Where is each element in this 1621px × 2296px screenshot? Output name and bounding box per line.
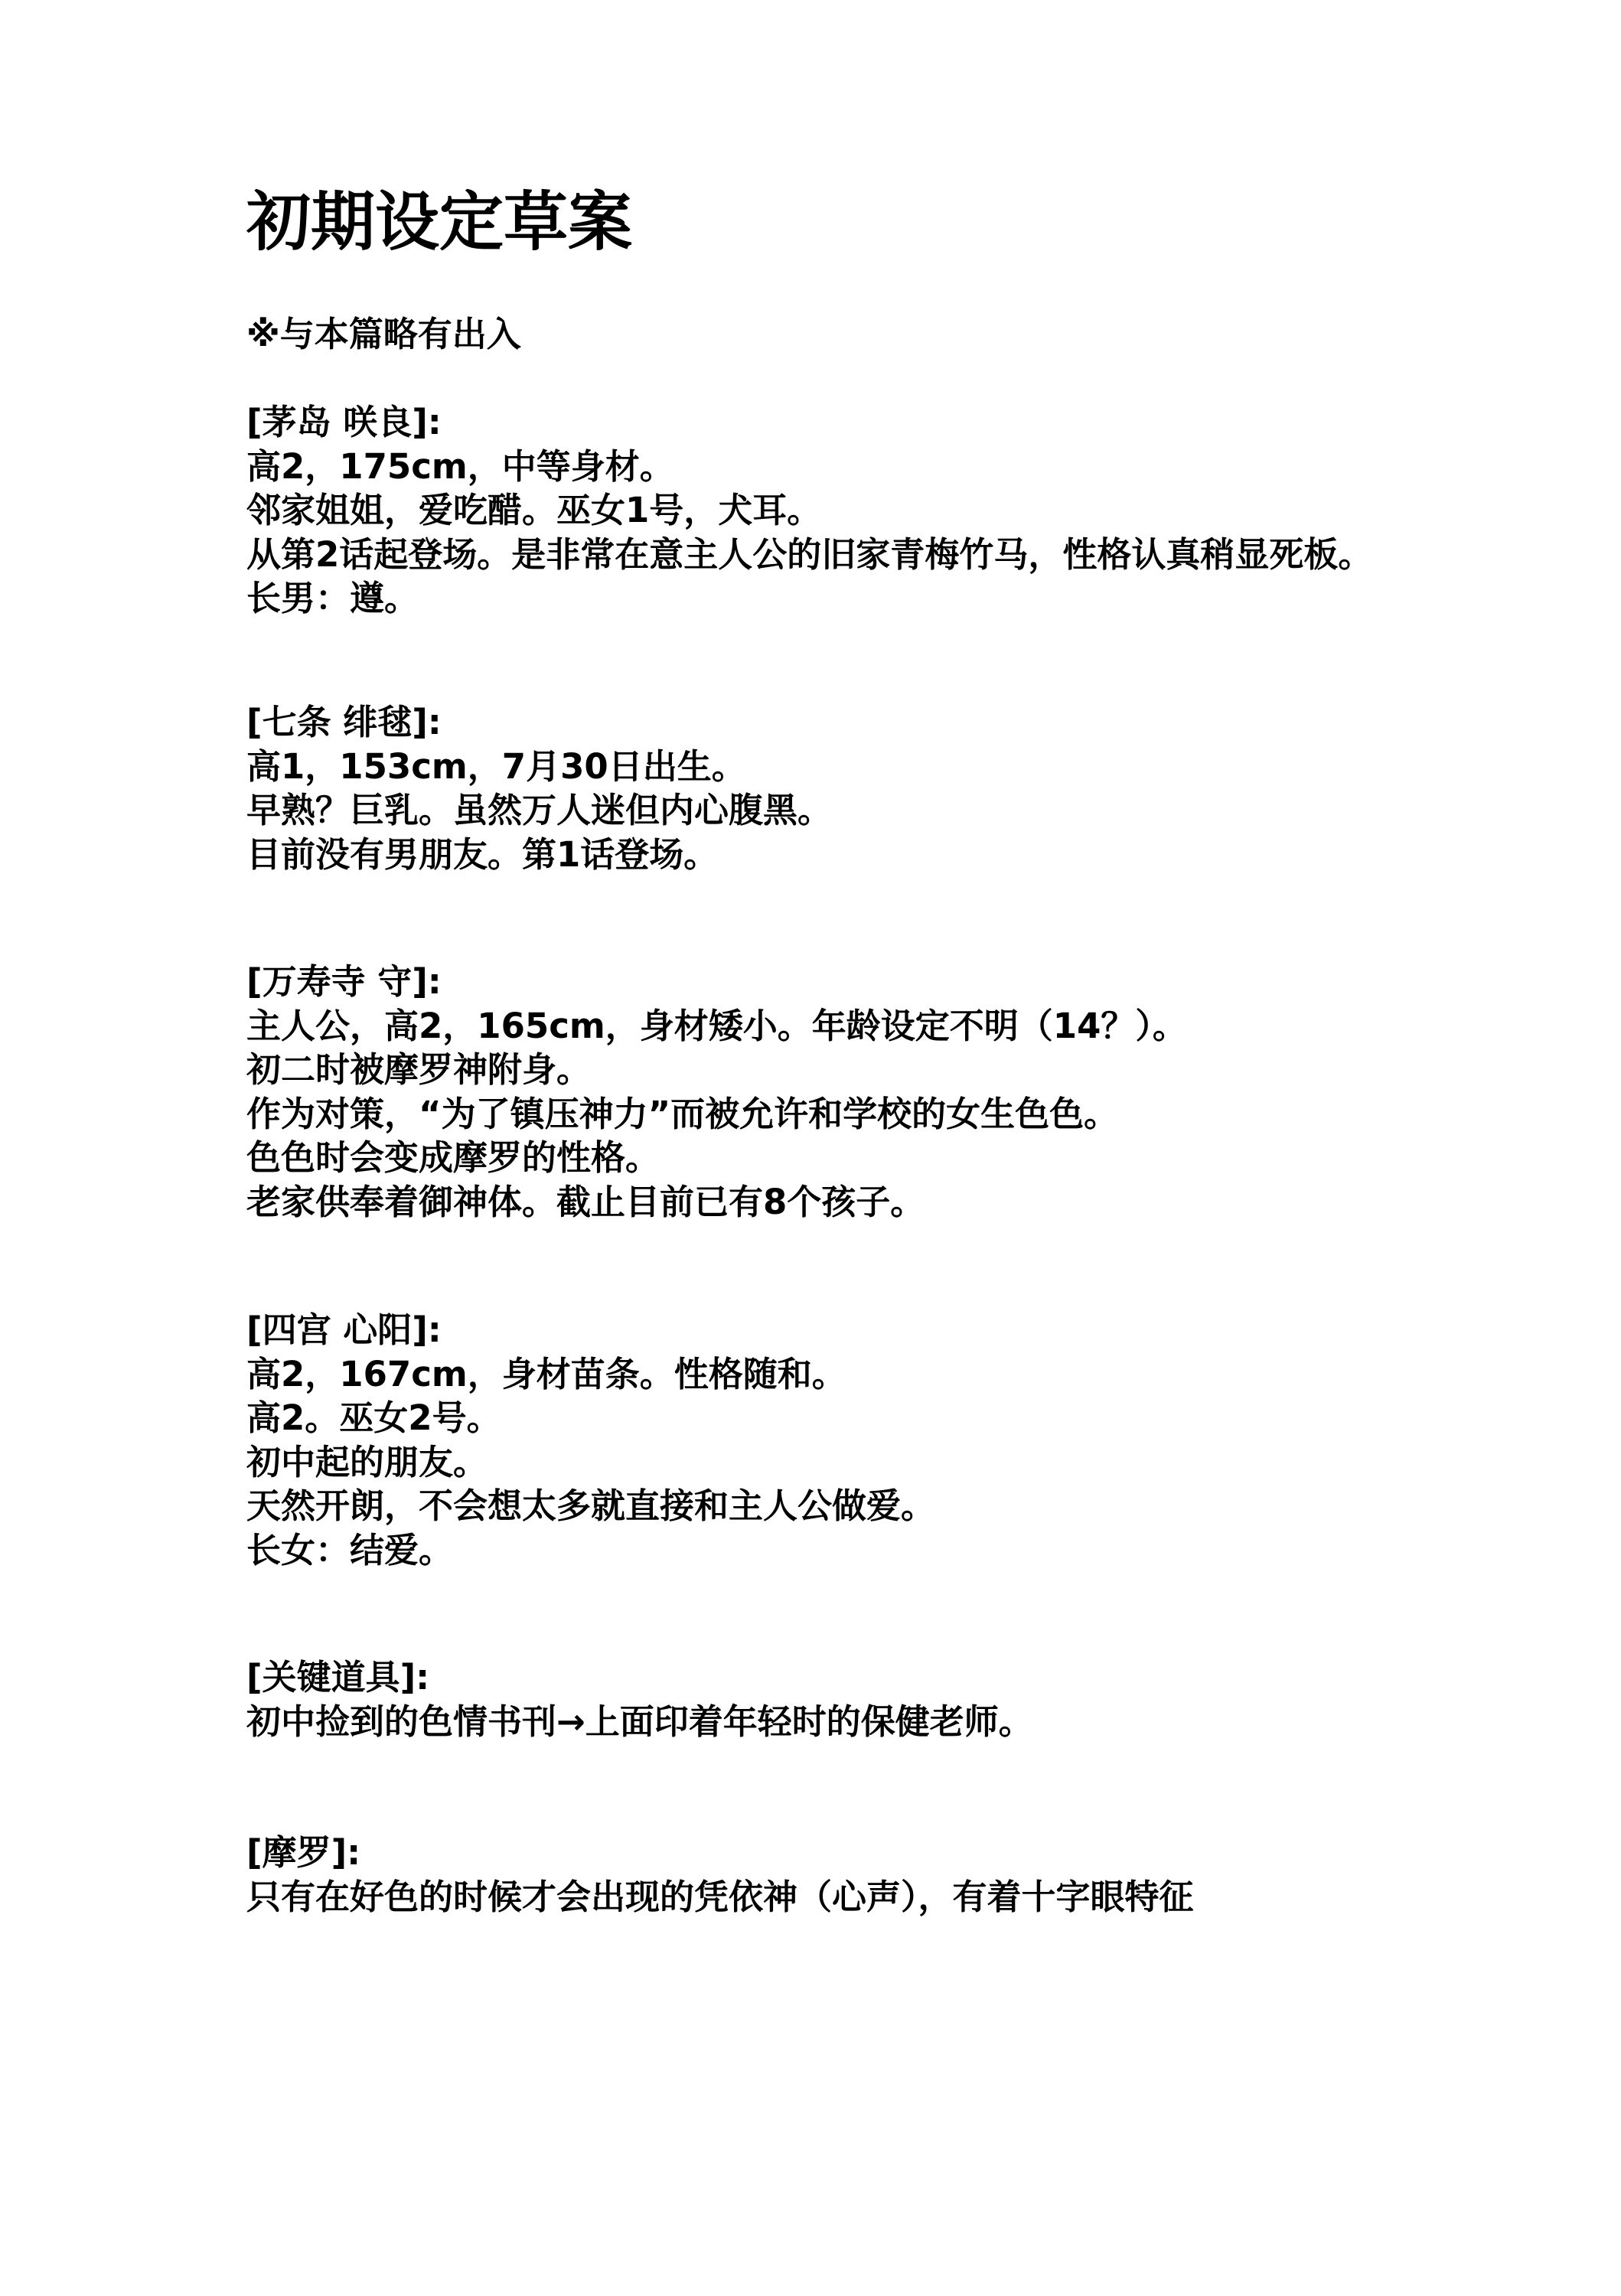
section-heading: [茅岛 咲良]: — [246, 402, 442, 442]
character-section-manjuji-mamoru — [246, 960, 1187, 1224]
mara-section — [246, 1831, 1194, 1919]
section-line: 目前没有男朋友。第1话登场。 — [246, 833, 719, 875]
character-section-shinomiya-koharu — [246, 1308, 935, 1572]
character-section-shichijou-himari — [246, 700, 832, 876]
section-heading: [摩罗]: — [246, 1832, 361, 1873]
key-item-section — [246, 1655, 1033, 1743]
section-line: 长女：结爱。 — [246, 1529, 454, 1570]
section-line: 高2，175cm，中等身材。 — [246, 445, 674, 487]
section-heading: [七条 绯毬]: — [246, 702, 442, 742]
section-line: 邻家姐姐，爱吃醋。巫女1号，犬耳。 — [246, 490, 822, 530]
section-line: 作为对策，“为了镇压神力”而被允许和学校的女生色色。 — [246, 1093, 1119, 1134]
section-heading: [四宫 心阳]: — [246, 1309, 442, 1350]
disclaimer-note: ※与本篇略有出入 — [246, 314, 521, 354]
section-heading: [万寿寺 守]: — [246, 961, 442, 1002]
section-line: 天然开朗，不会想太多就直接和主人公做爱。 — [246, 1486, 936, 1526]
section-line: 高2，167cm，身材苗条。性格随和。 — [246, 1353, 846, 1394]
section-line: 早熟？巨乳。虽然万人迷但内心腹黑。 — [246, 790, 833, 830]
section-line: 只有在好色的时候才会出现的凭依神（心声），有着十字眼特征 — [246, 1876, 1194, 1917]
section-heading: [关键道具]: — [246, 1657, 430, 1698]
section-line: 初二时被摩罗神附身。 — [246, 1049, 592, 1090]
section-line: 高2。巫女2号。 — [246, 1397, 501, 1438]
character-section-kayashima-sakura — [246, 400, 1372, 621]
page-title: 初期设定草案 — [246, 184, 633, 259]
section-line: 高1，153cm，7月30日出生。 — [246, 745, 746, 787]
section-line: 初中捡到的色情书刊→上面印着年轻时的保健老师。 — [246, 1701, 1033, 1742]
section-line: 色色时会变成摩罗的性格。 — [246, 1137, 660, 1178]
section-line: 初中起的朋友。 — [246, 1441, 488, 1482]
section-line: 主人公，高2，165cm，身材矮小。年龄设定不明（14？）。 — [246, 1005, 1187, 1046]
section-line: 老家供奉着御神体。截止目前已有8个孩子。 — [246, 1181, 925, 1222]
section-line: 长男：遵。 — [246, 578, 419, 618]
section-line: 从第2话起登场。是非常在意主人公的旧家青梅竹马，性格认真稍显死板。 — [246, 533, 1373, 575]
